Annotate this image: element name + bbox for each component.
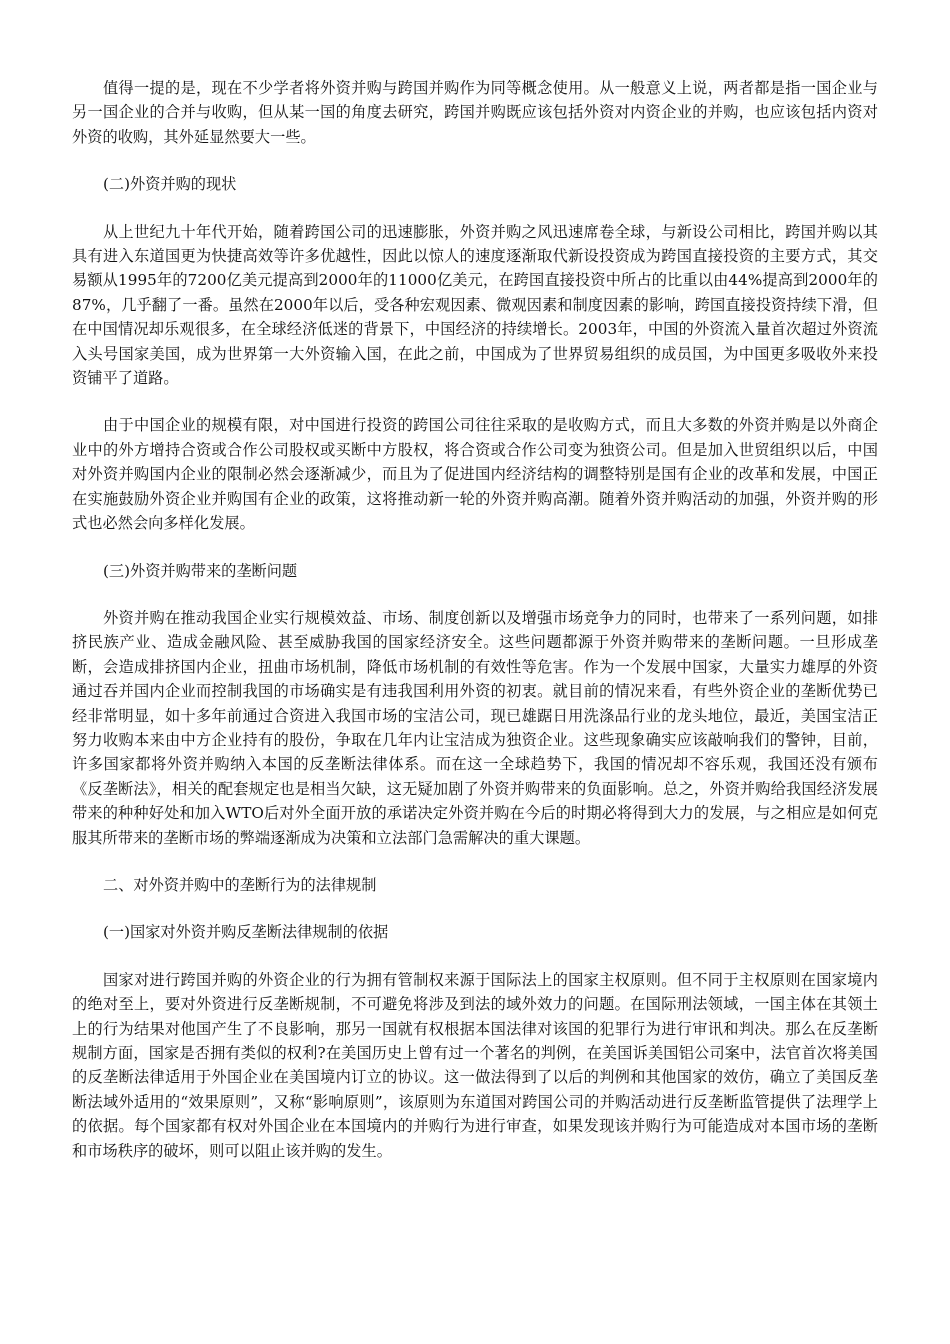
paragraph-china-acquisition-mode: 由于中国企业的规模有限，对中国进行投资的跨国公司往往采取的是收购方式，而且大多数的外资并购是以外商企业中的外方增持合资或合作公司股权或买断中方股权，将合资或合作公司变为独资公司。但是加入世贸组织以后，中国对外资并购国内企业的限制必然会逐渐减少，而且为了促进国内经济结构的调整特别是国有企业的改革和发展，中国正在实施鼓励外资企业并购国有企业的政策，这将推动新一轮的外资并购高潮。随着外资并购活动的加强，外资并购的形式也必然会向多样化发展。: [72, 416, 878, 533]
paragraph-concept-comparison: 值得一提的是，现在不少学者将外资并购与跨国并购作为同等概念使用。从一般意义上说，两者都是指一国企业与另一国企业的合并与收购，但从某一国的角度去研究，跨国并购既应该包括外资对内资企业的并购，也应该包括内资对外资的收购，其外延显然要大一些。: [72, 79, 878, 146]
paragraph-sovereignty-basis: 国家对进行跨国并购的外资企业的行为拥有管制权来源于国际法上的国家主权原则。但不同于主权原则在国家境内的绝对至上，要对外资进行反垄断规制，不可避免将涉及到法的域外效力的问题。在国际刑法领域，一国主体在其领土上的行为结果对他国产生了不良影响，那另一国就有权根据本国法律对该国的犯罪行为进行审讯和判决。那么在反垄断规制方面，国家是否拥有类似的权利?在美国历史上曾有过一个著名的判例，在美国诉美国铝公司案中，法官首次将美国的反垄断法律适用于外国企业在美国境内订立的协议。这一做法得到了以后的判例和其他国家的效仿，确立了美国反垄断法域外适用的“效果原则”，又称“影响原则”，该原则为东道国对跨国公司的并购活动进行反垄断监管提供了法理学上的依据。每个国家都有权对外国企业在本国境内的并购行为进行审查，如果发现该并购行为可能造成对本国市场的垄断和市场秩序的破坏，则可以阻止该并购的发生。: [72, 970, 878, 1160]
paragraph-global-trend: 从上世纪九十年代开始，随着跨国公司的迅速膨胀，外资并购之风迅速席卷全球，与新设公司相比，跨国并购以其具有进入东道国更为快捷高效等许多优越性，因此以惊人的速度逐渐取代新设投资成为跨国直接投资的主要方式，其交易额从1995年的7200亿美元提高到2000年的11000亿美元，在跨国直接投资中所占的比重以由44%提高到2000年的87%，几乎翻了一番。虽然在2000年以后，受各种宏观因素、微观因素和制度因素的影响，跨国直接投资持续下滑，但在中国情况却乐观很多，在全球经济低迷的背景下，中国经济的持续增长。2003年，中国的外资流入量首次超过外资流入头号国家美国，成为世界第一大外资输入国，在此之前，中国成为了世界贸易组织的成员国，为中国更多吸收外来投资铺平了道路。: [72, 222, 878, 388]
section-heading-regulation-basis: (一)国家对外资并购反垄断法律规制的依据: [103, 923, 389, 942]
document-page: [72, 76, 878, 1186]
chapter-heading-legal-regulation: 二、对外资并购中的垄断行为的法律规制: [103, 875, 377, 894]
paragraph-monopoly-issues: 外资并购在推动我国企业实行规模效益、市场、制度创新以及增强市场竞争力的同时，也带来了一系列问题，如排挤民族产业、造成金融风险、甚至威胁我国的国家经济安全。这些问题都源于外资并购带来的垄断问题。一旦形成垄断，会造成排挤国内企业，扭曲市场机制，降低市场机制的有效性等危害。作为一个发展中国家，大量实力雄厚的外资通过吞并国内企业而控制我国的市场确实是有违我国利用外资的初衷。就目前的情况来看，有些外资企业的垄断优势已经非常明显，如十多年前通过合资进入我国市场的宝洁公司，现已雄踞日用洗涤品行业的龙头地位，最近，美国宝洁正努力收购本来由中方企业持有的股份，争取在几年内让宝洁成为独资企业。这些现象确实应该敲响我们的警钟，目前，许多国家都将外资并购纳入本国的反垄断法律体系。而在这一全球趋势下，我国的情况却不容乐观，我国还没有颁布《反垄断法》，相关的配套规定也是相当欠缺，这无疑加剧了外资并购带来的负面影响。总之，外资并购给我国经济发展带来的种种好处和加入WTO后对外全面开放的承诺决定外资并购在今后的时期必将得到大力的发展，与之相应是如何克服其所带来的垄断市场的弊端逐渐成为决策和立法部门急需解决的重大课题。: [72, 608, 878, 847]
section-heading-current-status: (二)外资并购的现状: [103, 175, 237, 194]
section-heading-monopoly-problem: (三)外资并购带来的垄断问题: [103, 561, 298, 580]
